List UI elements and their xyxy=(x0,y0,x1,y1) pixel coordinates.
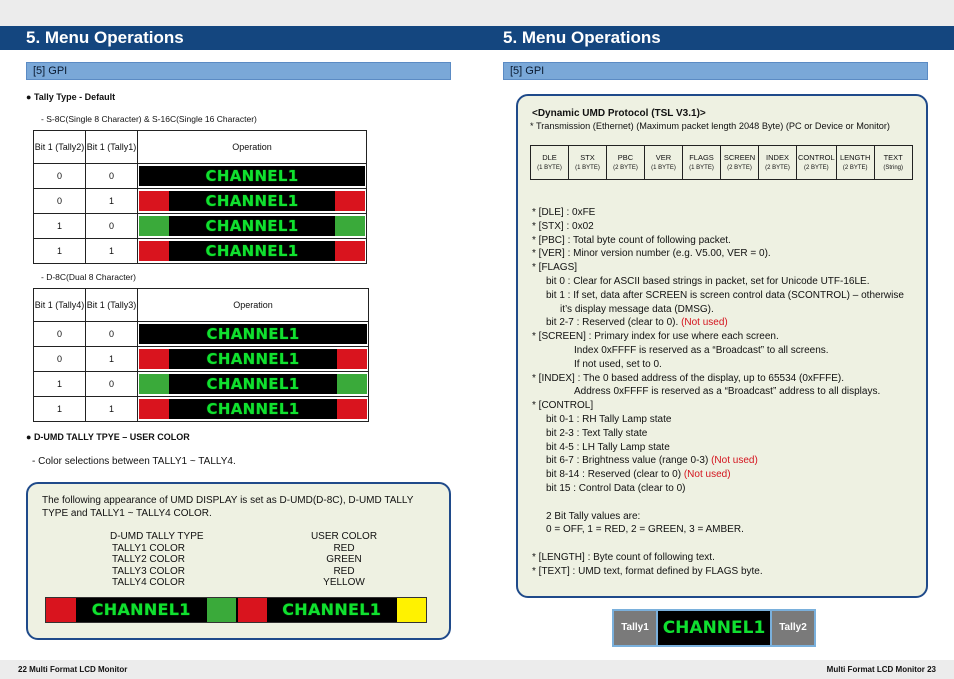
bullet-icon: ● xyxy=(26,432,34,442)
col-header: Bit 1 (Tally1) xyxy=(86,131,138,164)
user-color-panel xyxy=(26,482,451,640)
dumd-heading: ● D-UMD TALLY TPYE – USER COLOR xyxy=(26,432,190,442)
tally-type-heading: ● Tally Type - Default xyxy=(26,92,116,102)
field-text: * [CONTROL] xyxy=(532,400,594,412)
umd-display xyxy=(139,241,365,261)
field-line xyxy=(532,468,904,482)
field-text: bit 2-7 : Reserved (clear to 0). xyxy=(546,317,682,329)
d8c-caption: - D-8C(Dual 8 Character) xyxy=(41,272,136,282)
field-line xyxy=(532,316,904,330)
field-text: * [FLAGS] xyxy=(532,262,578,274)
packet-field-name: PBC xyxy=(617,152,634,162)
lcd-text: CHANNEL1 xyxy=(205,192,299,210)
bit-value: 1 xyxy=(34,214,86,239)
bit-value: 1 xyxy=(34,397,86,422)
tally1-lamp xyxy=(46,598,76,622)
field-text: 0 = OFF, 1 = RED, 2 = GREEN, 3 = AMBER. xyxy=(546,524,744,536)
lcd-text: CHANNEL1 xyxy=(205,242,299,260)
packet-field-cell xyxy=(797,146,837,180)
tally-table-dual xyxy=(33,288,369,422)
tally1-label: Tally1 xyxy=(614,611,656,645)
bit-value: 0 xyxy=(86,164,138,189)
protocol-note: * Transmission (Ethernet) (Maximum packet length 2048 Byte) (PC or Device or Monitor) xyxy=(530,121,890,131)
bit-value: 0 xyxy=(34,347,86,372)
s8c-caption: - S-8C(Single 8 Character) & S-16C(Single 16 Character) xyxy=(41,114,257,124)
user-color-item: RED xyxy=(333,542,355,554)
packet-field-name: FLAGS xyxy=(689,152,714,162)
umd-display xyxy=(139,191,365,211)
packet-field-size: (1 BYTE) xyxy=(575,164,600,171)
field-line xyxy=(532,220,904,234)
tally-type-item: TALLY3 COLOR xyxy=(112,565,185,577)
bit-value: 1 xyxy=(34,372,86,397)
tally2-lamp xyxy=(207,598,236,622)
field-text: * [SCREEN] : Primary index for use where each screen. xyxy=(532,331,779,343)
bit-value: 1 xyxy=(34,239,86,264)
tally-type-item: TALLY1 COLOR xyxy=(112,542,185,554)
field-text: bit 0 : Clear for ASCII based strings in packet, set for Unicode UTF-16LE. xyxy=(546,275,870,287)
packet-field-cell xyxy=(531,146,569,180)
col-header: USER COLOR xyxy=(310,531,378,542)
col-header: Bit 1 (Tally3) xyxy=(86,289,138,322)
field-line xyxy=(532,303,904,317)
field-text: * [DLE] : 0xFE xyxy=(532,207,596,218)
operation-cell xyxy=(138,372,369,397)
field-line xyxy=(532,206,904,220)
umd-display xyxy=(139,399,367,419)
bit-value: 0 xyxy=(86,322,138,347)
panel-intro: The following appearance of UMD DISPLAY is set as D-UMD(D-8C), D-UMD TALLY TYPE and TALLY1 ~ TALLY4 COLOR. xyxy=(42,495,414,519)
field-line xyxy=(532,523,904,537)
protocol-title: <Dynamic UMD Protocol (TSL V3.1)> xyxy=(532,108,706,119)
left-tally-lamp xyxy=(139,166,169,186)
footer-left: 22 Multi Format LCD Monitor xyxy=(18,665,128,674)
table-row xyxy=(34,397,369,422)
bullet-icon: ● xyxy=(26,92,34,102)
operation-cell xyxy=(138,322,369,347)
packet-field-size: (2 BYTE) xyxy=(765,164,790,171)
packet-structure-table xyxy=(530,145,913,180)
not-used-note: (Not used) xyxy=(683,469,731,481)
left-tally-lamp xyxy=(139,374,169,394)
field-text: * [INDEX] : The 0 based address of the display, up to 65534 (0xFFFE). xyxy=(532,372,845,384)
col-header: Operation xyxy=(138,289,369,322)
field-line xyxy=(532,537,904,551)
lcd-text-left: CHANNEL1 xyxy=(91,600,191,619)
left-tally-lamp xyxy=(139,399,169,419)
page-title-left: 5. Menu Operations xyxy=(0,26,477,50)
field-text: bit 6-7 : Brightness value (range 0-3) xyxy=(546,455,712,467)
packet-field-name: CONTROL xyxy=(798,152,835,162)
field-line xyxy=(532,372,904,386)
left-tally-lamp xyxy=(139,216,169,236)
field-line xyxy=(532,358,904,372)
packet-field-cell xyxy=(569,146,607,180)
tally4-lamp xyxy=(397,598,426,622)
tally-type-item: TALLY4 COLOR xyxy=(112,577,185,589)
packet-field-cell xyxy=(874,146,912,180)
field-text: * [VER] : Minor version number (e.g. V5.00, VER = 0). xyxy=(532,248,771,260)
field-line xyxy=(532,427,904,441)
lcd-text: CHANNEL1 xyxy=(206,400,300,418)
field-text: If not used, set to 0. xyxy=(574,358,662,370)
field-line xyxy=(532,330,904,344)
bit-value: 1 xyxy=(86,347,138,372)
umd-display xyxy=(139,166,365,186)
table-row xyxy=(34,322,369,347)
field-text: it’s display message data (DMSG). xyxy=(560,303,714,315)
footer-right: Multi Format LCD Monitor 23 xyxy=(826,665,936,674)
field-line xyxy=(532,551,904,565)
field-line xyxy=(532,261,904,275)
bit-value: 0 xyxy=(34,164,86,189)
bit-value: 0 xyxy=(86,214,138,239)
not-used-note: (Not used) xyxy=(681,317,728,329)
tally-type-column xyxy=(110,531,204,589)
lcd-text: CHANNEL1 xyxy=(206,375,300,393)
field-line xyxy=(532,399,904,413)
tally3-lamp xyxy=(238,598,267,622)
field-text: * [PBC] : Total byte count of following packet. xyxy=(532,234,731,246)
field-line xyxy=(532,510,904,524)
bit-value: 1 xyxy=(86,189,138,214)
packet-field-size: (String) xyxy=(883,164,903,171)
table-row xyxy=(34,372,369,397)
packet-field-name: LENGTH xyxy=(839,152,871,162)
packet-field-size: (2 BYTE) xyxy=(613,164,638,171)
right-tally-lamp xyxy=(337,374,367,394)
umd-display-example xyxy=(612,609,816,647)
packet-field-cell xyxy=(645,146,683,180)
right-tally-lamp xyxy=(335,241,365,261)
left-tally-lamp xyxy=(139,191,169,211)
right-tally-lamp xyxy=(337,399,367,419)
col-header: Bit 1 (Tally4) xyxy=(34,289,86,322)
table-row xyxy=(34,239,367,264)
page-title-right: 5. Menu Operations xyxy=(477,26,954,50)
table-row xyxy=(34,164,367,189)
operation-cell xyxy=(138,347,369,372)
lcd-text: CHANNEL1 xyxy=(205,167,299,185)
table-row xyxy=(34,347,369,372)
right-tally-lamp xyxy=(337,349,367,369)
field-line xyxy=(532,441,904,455)
table-row xyxy=(34,189,367,214)
bit-value: 0 xyxy=(86,372,138,397)
user-color-item: YELLOW xyxy=(323,577,365,589)
packet-field-cell xyxy=(607,146,645,180)
left-tally-lamp xyxy=(139,241,169,261)
field-line xyxy=(532,482,904,496)
not-used-note: (Not used) xyxy=(711,455,758,467)
dual-umd-display xyxy=(45,597,427,623)
field-line xyxy=(532,385,904,399)
umd-display xyxy=(139,324,367,344)
lcd-text-right: CHANNEL1 xyxy=(282,600,382,619)
packet-field-size: (2 BYTE) xyxy=(727,164,752,171)
operation-cell xyxy=(138,214,367,239)
packet-field-name: TEXT xyxy=(883,152,903,162)
field-text: bit 15 : Control Data (clear to 0) xyxy=(546,482,686,494)
tally-type-item: TALLY2 COLOR xyxy=(112,554,185,566)
user-color-item: RED xyxy=(333,565,355,577)
field-text: bit 0-1 : RH Tally Lamp state xyxy=(546,413,672,425)
tally-table-single xyxy=(33,130,367,264)
operation-cell xyxy=(138,189,367,214)
left-tally-lamp xyxy=(139,349,169,369)
field-line xyxy=(532,496,904,510)
col-header: Operation xyxy=(138,131,367,164)
packet-field-cell xyxy=(836,146,874,180)
col-header: Bit 1 (Tally2) xyxy=(34,131,86,164)
umd-display xyxy=(139,349,367,369)
field-line xyxy=(532,454,904,468)
packet-field-size: (1 BYTE) xyxy=(537,164,562,171)
field-text: * [TEXT] : UMD text, format defined by FLAGS byte. xyxy=(532,565,763,577)
field-text: 2 Bit Tally values are: xyxy=(546,510,641,522)
user-color-item: GREEN xyxy=(326,554,362,566)
packet-field-cell xyxy=(683,146,721,180)
field-text: * [STX] : 0x02 xyxy=(532,220,594,232)
lcd-text: CHANNEL1 xyxy=(205,217,299,235)
right-tally-lamp xyxy=(335,191,365,211)
packet-field-name: VER xyxy=(655,152,672,162)
top-strip xyxy=(0,0,954,26)
field-text: bit 1 : If set, data after SCREEN is screen control data (SCONTROL) – otherwise xyxy=(546,289,904,301)
bit-value: 0 xyxy=(34,322,86,347)
field-text: Address 0xFFFF is reserved as a “Broadcast” address to all displays. xyxy=(574,386,881,398)
field-line xyxy=(532,413,904,427)
packet-field-name: SCREEN xyxy=(723,152,756,162)
footer xyxy=(0,660,954,679)
field-text: bit 8-14 : Reserved (clear to 0) xyxy=(546,469,684,481)
field-line xyxy=(532,565,904,579)
right-tally-lamp xyxy=(335,216,365,236)
bit-value: 0 xyxy=(34,189,86,214)
lcd-text: CHANNEL1 xyxy=(206,350,300,368)
field-line xyxy=(532,344,904,358)
table-row xyxy=(34,214,367,239)
packet-field-cell xyxy=(759,146,797,180)
user-color-column xyxy=(304,531,384,589)
field-line xyxy=(532,247,904,261)
field-line xyxy=(532,234,904,248)
field-line xyxy=(532,275,904,289)
right-tally-lamp xyxy=(335,166,365,186)
field-descriptions xyxy=(532,206,904,579)
bit-value: 1 xyxy=(86,239,138,264)
packet-field-name: STX xyxy=(580,152,595,162)
color-note: - Color selections between TALLY1 ~ TALLY4. xyxy=(32,456,236,467)
field-text: bit 2-3 : Text Tally state xyxy=(546,427,648,439)
tally2-label: Tally2 xyxy=(772,611,814,645)
bit-value: 1 xyxy=(86,397,138,422)
operation-cell xyxy=(138,164,367,189)
packet-field-cell xyxy=(721,146,759,180)
field-text: Index 0xFFFF is reserved as a “Broadcast” to all screens. xyxy=(574,344,829,356)
field-text: bit 4-5 : LH Tally Lamp state xyxy=(546,441,670,453)
packet-field-name: INDEX xyxy=(766,152,789,162)
col-header: D-UMD TALLY TYPE xyxy=(110,531,204,542)
lcd-text: CHANNEL1 xyxy=(206,325,300,343)
packet-field-size: (1 BYTE) xyxy=(651,164,676,171)
operation-cell xyxy=(138,239,367,264)
umd-display xyxy=(139,216,365,236)
section-heading-left: [5] GPI xyxy=(26,62,451,80)
field-line xyxy=(532,289,904,303)
packet-field-name: DLE xyxy=(542,152,557,162)
packet-field-size: (2 BYTE) xyxy=(804,164,829,171)
umd-display xyxy=(139,374,367,394)
packet-field-size: (1 BYTE) xyxy=(689,164,714,171)
section-heading-right: [5] GPI xyxy=(503,62,928,80)
right-tally-lamp xyxy=(337,324,367,344)
field-text: * [LENGTH] : Byte count of following text. xyxy=(532,551,715,563)
umd-channel-text: CHANNEL1 xyxy=(658,611,770,645)
left-tally-lamp xyxy=(139,324,169,344)
operation-cell xyxy=(138,397,369,422)
packet-field-size: (2 BYTE) xyxy=(842,164,868,171)
